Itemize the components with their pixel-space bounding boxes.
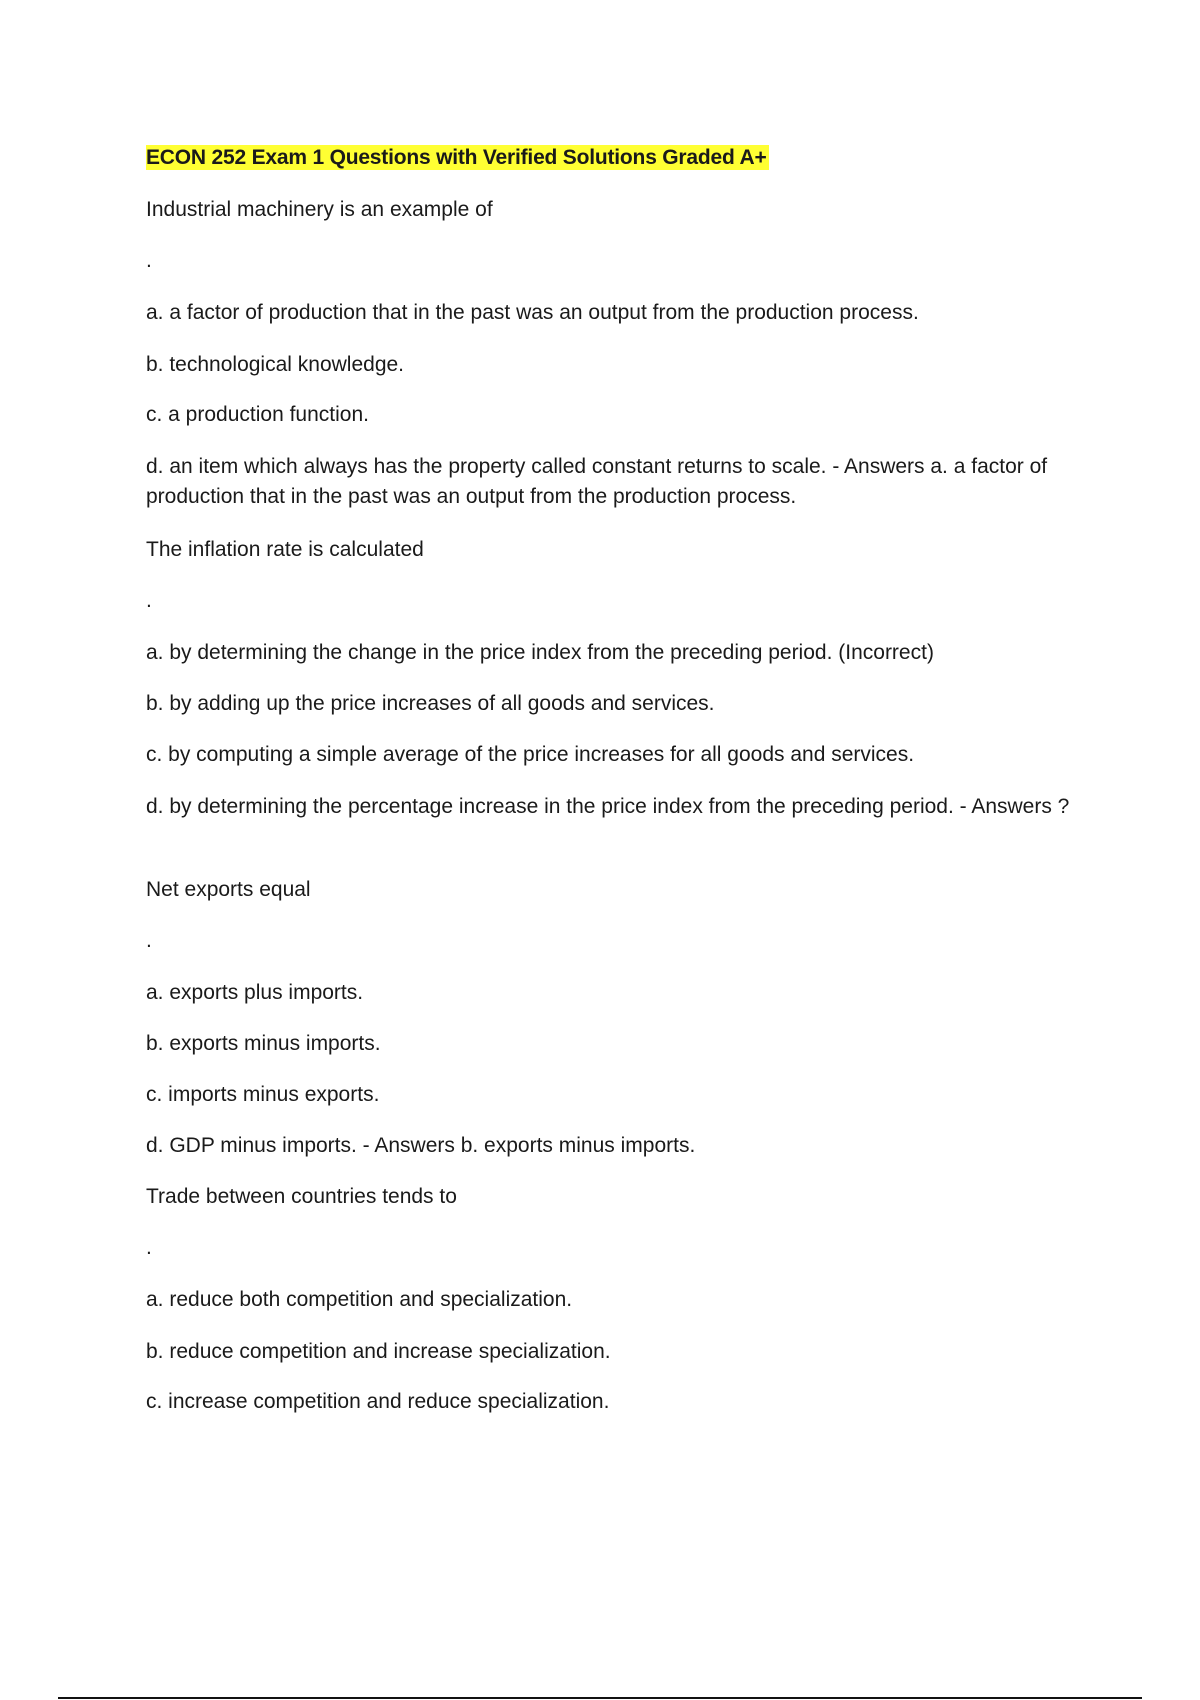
question-4-option-c: c. increase competition and reduce specialization.	[146, 1390, 610, 1413]
question-1-option-d: d. an item which always has the property called constant returns to scale. - Answers a. a factor of production that in the past was an output from the production process.	[146, 455, 1048, 508]
page-bottom-rule	[58, 1697, 1142, 1699]
question-3-separator: .	[146, 929, 152, 952]
question-1-option-a: a. a factor of production that in the past was an output from the production process.	[146, 301, 919, 324]
question-4-option-b: b. reduce competition and increase specialization.	[146, 1340, 611, 1363]
question-1-option-c: c. a production function.	[146, 403, 369, 426]
question-3-option-d: d. GDP minus imports. - Answers b. exports minus imports.	[146, 1134, 696, 1157]
question-4-option-a: a. reduce both competition and specialization.	[146, 1288, 573, 1311]
question-3-option-c: c. imports minus exports.	[146, 1083, 380, 1106]
question-2-option-c: c. by computing a simple average of the price increases for all goods and services.	[146, 743, 915, 766]
question-4-separator: .	[146, 1236, 152, 1259]
question-2-option-d: d. by determining the percentage increase in the price index from the preceding period. - Answers ?	[146, 795, 1070, 818]
question-2-prompt: The inflation rate is calculated	[146, 538, 424, 561]
question-1-prompt: Industrial machinery is an example of	[146, 198, 493, 221]
question-3-option-b: b. exports minus imports.	[146, 1032, 381, 1055]
question-2-option-b: b. by adding up the price increases of all goods and services.	[146, 692, 715, 715]
question-4-prompt: Trade between countries tends to	[146, 1185, 457, 1208]
title-highlight: ECON 252 Exam 1 Questions with Verified Solutions Graded A+	[146, 146, 767, 169]
document-title	[146, 145, 769, 171]
question-2-separator: .	[146, 589, 152, 612]
question-1-separator: .	[146, 249, 152, 272]
question-2-option-a: a. by determining the change in the price index from the preceding period. (Incorrect)	[146, 641, 934, 664]
question-1-option-b: b. technological knowledge.	[146, 353, 405, 376]
question-3-option-a: a. exports plus imports.	[146, 981, 364, 1004]
question-3-prompt: Net exports equal	[146, 878, 311, 901]
